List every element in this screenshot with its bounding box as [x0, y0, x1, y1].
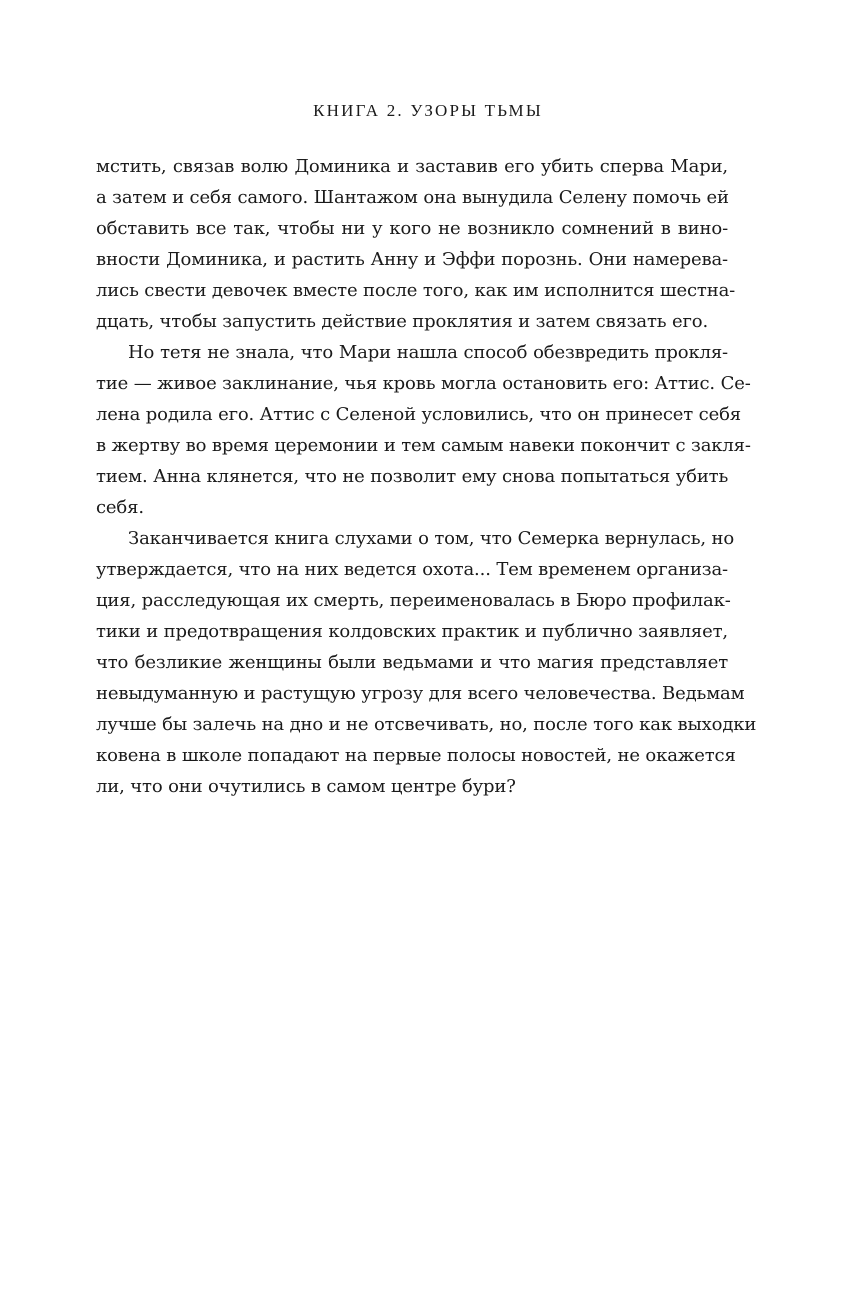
- text-line: что безликие женщины были ведьмами и что магия представляет: [96, 652, 728, 673]
- text-line: тием. Анна клянется, что не позволит ему снова попытаться убить: [96, 466, 729, 487]
- text-line: невыдуманную и растущую угрозу для всего человечества. Ведьмам: [96, 683, 745, 704]
- text-line: в жертву во время церемонии и тем самым навеки покончит с закля-: [96, 435, 751, 456]
- text-line: мстить, связав волю Доминика и заставив его убить сперва Мари,: [96, 156, 728, 177]
- text-line: утверждается, что на них ведется охота... Тем временем организа-: [96, 559, 728, 580]
- text-line: дцать, чтобы запустить действие проклятия и затем связать его.: [96, 311, 709, 332]
- text-line: обставить все так, чтобы ни у кого не возникло сомнений в вино-: [96, 218, 728, 239]
- text-line: себя.: [96, 497, 144, 518]
- text-line: лись свести девочек вместе после того, как им исполнится шестна-: [96, 280, 736, 301]
- text-line: ли, что они очутились в самом центре бури?: [96, 776, 516, 797]
- text-line: лучше бы залечь на дно и не отсвечивать, но, после того как выходки: [96, 714, 757, 735]
- running-title: КНИГА 2. УЗОРЫ ТЬМЫ: [313, 101, 543, 120]
- text-line: лена родила его. Аттис с Селеной условились, что он принесет себя: [96, 404, 742, 425]
- text-line: ковена в школе попадают на первые полосы новостей, не окажется: [96, 745, 736, 766]
- text-line: тики и предотвращения колдовских практик и публично заявляет,: [96, 621, 728, 642]
- text-line: а затем и себя самого. Шантажом она вынудила Селену помочь ей: [96, 187, 729, 208]
- text-line: ция, расследующая их смерть, переименовалась в Бюро профилак-: [96, 590, 731, 611]
- text-line: тие — живое заклинание, чья кровь могла остановить его: Аттис. Се-: [96, 373, 751, 394]
- text-line: Но тетя не знала, что Мари нашла способ обезвредить прокля-: [128, 342, 728, 363]
- text-line: вности Доминика, и растить Анну и Эффи порознь. Они намерева-: [96, 249, 728, 270]
- text-line: Заканчивается книга слухами о том, что Семерка вернулась, но: [128, 528, 735, 549]
- body-text: [96, 151, 757, 802]
